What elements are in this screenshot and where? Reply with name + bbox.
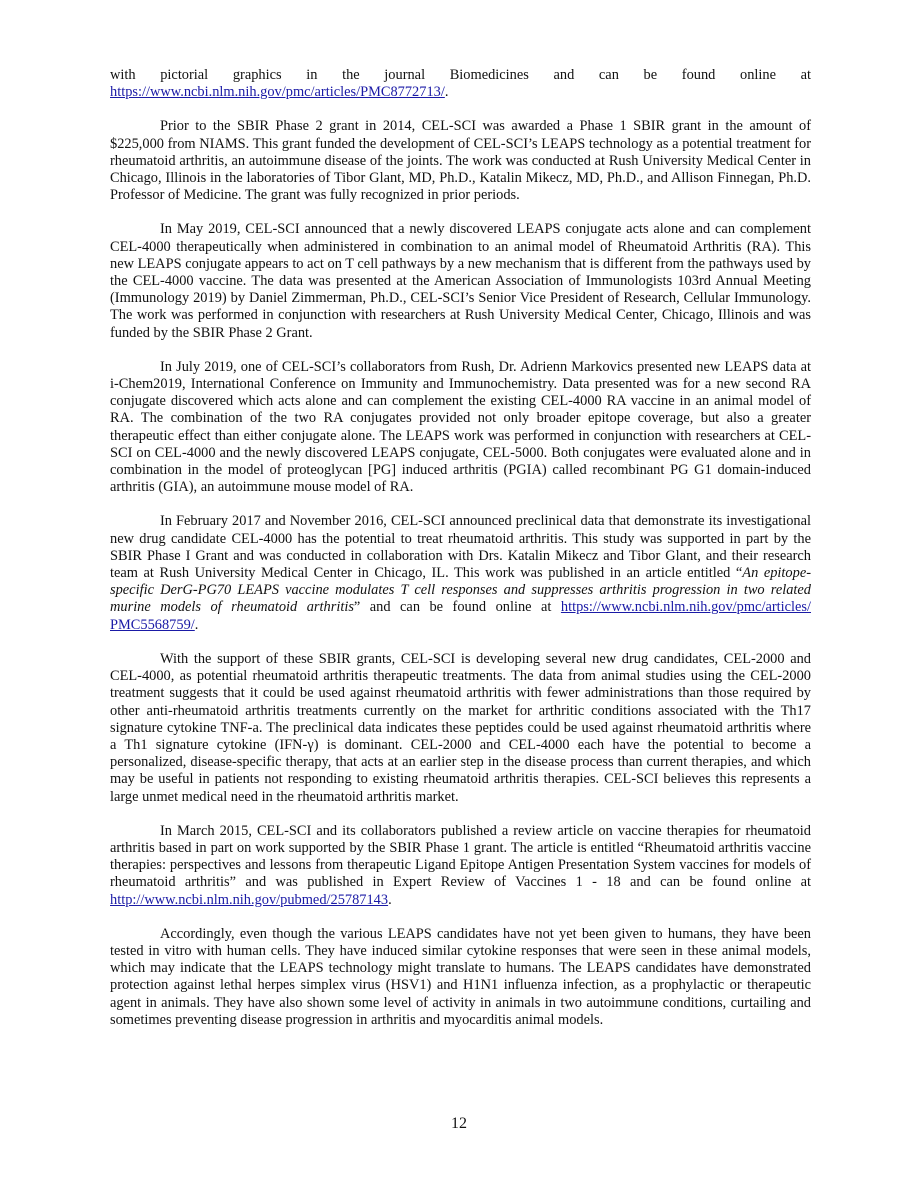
paragraph-sbir-grants: With the support of these SBIR grants, CEL-SCI is developing several new drug candidates, CEL-2000 and CEL-4000, as potential rheumatoid arthritis therapeutic treatments. The data from animal studies using the CEL-2000 treatment suggests that it could be used against rheumatoid arthritis with fewer administrations than those required by other anti-rheumatoid arthritis treatments currently on the market for arthritic conditions associated with the Th17 signature cytokine TNF-a. The preclinical data indicates these peptides could be used against rheumatoid arthritis where a Th1 signature cytokine (IFN-γ) is dominant. CEL-2000 and CEL-4000 each have the potential to become a personalized, disease-specific therapy, that acts at an earlier step in the disease process than current therapies, and which may be useful in patients not responding to existing rheumatoid arthritis therapies. CEL-SCI believes this represents a large unmet medical need in the rheumatoid arthritis market. [110, 650, 811, 805]
pubmed-link[interactable]: http://www.ncbi.nlm.nih.gov/pubmed/25787143 [110, 891, 389, 908]
paragraph-text: with pictorial graphics in the journal Biomedicines and can be found online at [110, 67, 811, 83]
paragraph-feb-2017: In February 2017 and November 2016, CEL-SCI announced preclinical data that demonstrate its investigational new drug candidate CEL-4000 has the potential to treat rheumatoid arthritis. This study was supported in part by the SBIR Phase I Grant and was conducted in collaboration with Drs. Katalin Mikecz and Tibor Glant, and their research team at Rush University Medical Center in Chicago, IL. This work was published in an article entitled “An epitope-specific DerG-PG70 LEAPS vaccine modulates T cell responses and suppresses arthritis progression in two related murine models of rheumatoid arthritis” and can be found online at https://www.ncbi.nlm.nih.gov/pmc/articles/ PMC5568759/. [110, 513, 811, 633]
paragraph-text: In March 2015, CEL-SCI and its collaborators published a review article on vaccine therapies for rheumatoid arthritis based in part on work supported by the SBIR Phase 1 grant. The article is entitled “Rheumatoid arthritis vaccine therapies: perspectives and lessons from therapeutic Ligand Epitope Antigen Presentation System vaccines for models of rheumatoid arthritis” and was published in Expert Review of Vaccines 1 - 18 and can be found online at [110, 822, 811, 891]
paragraph-accordingly: Accordingly, even though the various LEAPS candidates have not yet been given to humans, they have been tested in vitro with human cells. They have induced similar cytokine responses that were seen in these animal models, which may indicate that the LEAPS technology might translate to humans. The LEAPS candidates have demonstrated protection against lethal herpes simplex virus (HSV1) and H1N1 influenza infection, as a prophylactic or therapeutic agent in animals. They have also shown some level of activity in animals in two autoimmune conditions, curtailing and sometimes preventing disease progression in arthritis and myocarditis animal models. [110, 925, 811, 1028]
paragraph-march-2015: In March 2015, CEL-SCI and its collaborators published a review article on vaccine therapies for rheumatoid arthritis based in part on work supported by the SBIR Phase 1 grant. The article is entitled “Rheumatoid arthritis vaccine therapies: perspectives and lessons from therapeutic Ligand Epitope Antigen Presentation System vaccines for models of rheumatoid arthritis” and was published in Expert Review of Vaccines 1 - 18 and can be found online at http://www.ncbi.nlm.nih.gov/pubmed/25787143. [110, 822, 811, 908]
paragraph-may-2019: In May 2019, CEL-SCI announced that a newly discovered LEAPS conjugate acts alone and can complement CEL-4000 therapeutically when administered in combination to an animal model of Rheumatoid Arthritis (RA). This new LEAPS conjugate appears to act on T cell pathways by a new mechanism that is different from the pathways used by the CEL-4000 vaccine. The data was presented at the American Association of Immunologists 103rd Annual Meeting (Immunology 2019) by Daniel Zimmerman, Ph.D., CEL-SCI’s Senior Vice President of Research, Cellular Immunology. The work was performed in conjunction with researchers at Rush University Medical Center, Chicago, Illinois and was funded by the SBIR Phase 2 Grant. [110, 221, 811, 341]
paragraph-text: In February 2017 and November 2016, CEL-SCI announced preclinical data that demonstrate its investigational new drug candidate CEL-4000 has the potential to treat rheumatoid arthritis. This study was supported in part by the SBIR Phase I Grant and was conducted in collaboration with Drs. Katalin Mikecz and Tibor Glant, and their research team at Rush University Medical Center in Chicago, IL. This work was published in an article entitled “ [110, 513, 811, 582]
article-link[interactable]: https://www.ncbi.nlm.nih.gov/pmc/articles/ PMC5568759/ [110, 599, 811, 633]
paragraph-continuation: with pictorial graphics in the journal Biomedicines and can be found online at https://www.ncbi.nlm.nih.gov/pmc/articles/PMC8772713/. [110, 67, 811, 101]
article-title: An epitope-specific DerG-PG70 LEAPS vaccine modulates T cell responses and suppresses arthritis progression in two related murine models of rheumatoid arthritis [110, 565, 811, 616]
page-number: 12 [451, 1115, 467, 1132]
article-link[interactable]: https://www.ncbi.nlm.nih.gov/pmc/articles/PMC8772713/ [110, 84, 445, 101]
document-body [110, 67, 811, 1046]
paragraph-phase1-grant: Prior to the SBIR Phase 2 grant in 2014, CEL-SCI was awarded a Phase 1 SBIR grant in the amount of $225,000 from NIAMS. This grant funded the development of CEL-SCI’s LEAPS technology as a potential treatment for rheumatoid arthritis, an autoimmune disease of the joints. The work was conducted at Rush University Medical Center in Chicago, Illinois in the laboratories of Tibor Glant, MD, Ph.D., Katalin Mikecz, MD, Ph.D., and Allison Finnegan, Ph.D. Professor of Medicine. The grant was fully recognized in prior periods. [110, 118, 811, 204]
paragraph-july-2019: In July 2019, one of CEL-SCI’s collaborators from Rush, Dr. Adrienn Markovics presented new LEAPS data at i-Chem2019, International Conference on Immunity and Immunochemistry. Data presented was for a new second RA conjugate discovered which acts alone and can complement the existing CEL-4000 RA vaccine in an animal model of RA. The combination of the two RA conjugates provided not only broader epitope coverage, but also a greater therapeutic effect than either conjugate alone. The LEAPS work was performed in conjunction with researchers at CEL-SCI on CEL-4000 and the newly discovered LEAPS conjugate, CEL-5000. Both conjugates were evaluated alone and in combination in the model of proteoglycan [PG] induced arthritis (PGIA) called recombinant PG G1 domain-induced arthritis (GIA), an autoimmune mouse model of RA. [110, 358, 811, 496]
